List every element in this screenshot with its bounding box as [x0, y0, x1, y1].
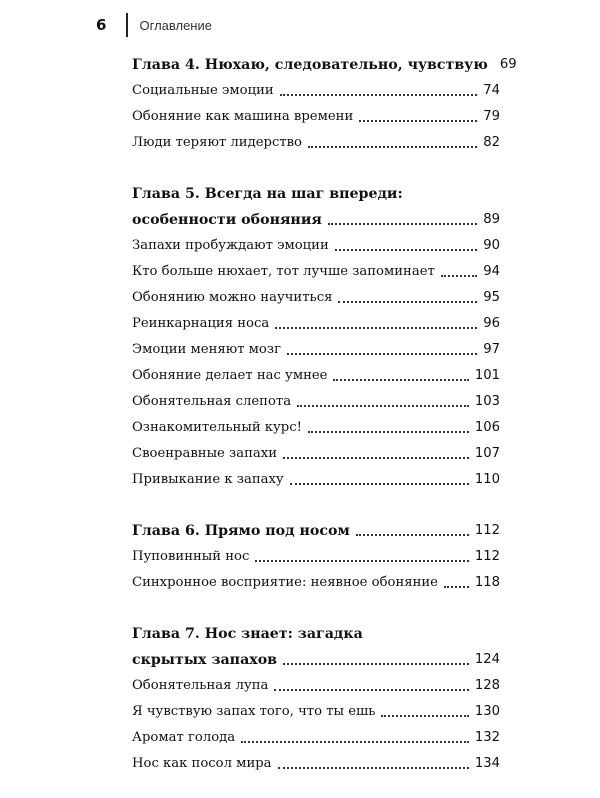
- dot-leader: [335, 249, 477, 251]
- section-title: Реинкарнация носа: [132, 316, 270, 331]
- toc-section-entry[interactable]: [132, 540, 500, 566]
- toc-section-entry[interactable]: [132, 281, 500, 307]
- dot-leader: [278, 767, 469, 769]
- section-title: Привыкание к запаху: [132, 472, 284, 487]
- chapter-page-number: 112: [474, 523, 500, 538]
- section-title: Кто больше нюхает, тот лучше запоминает: [132, 264, 435, 279]
- section-page-number: 128: [474, 678, 500, 693]
- chapter-title: Глава 6. Прямо под носом: [132, 523, 350, 539]
- section-title: Эмоции меняют мозг: [132, 342, 281, 357]
- chapter-page-number: 124: [474, 652, 500, 667]
- section-page-number: 82: [483, 135, 500, 150]
- toc-section-entry[interactable]: [132, 437, 500, 463]
- dot-leader: [255, 560, 468, 562]
- dot-leader: [297, 405, 469, 407]
- toc-section-entry[interactable]: [132, 566, 500, 592]
- toc-section-entry[interactable]: [132, 747, 500, 773]
- toc-section-entry[interactable]: [132, 126, 500, 152]
- dot-leader: [283, 663, 469, 665]
- section-page-number: 79: [483, 109, 500, 124]
- chapter-page-number: 89: [483, 212, 500, 227]
- section-title: Обоняние как машина времени: [132, 109, 354, 124]
- toc-section-entry[interactable]: [132, 463, 500, 489]
- toc-chapter-entry[interactable]: [132, 203, 500, 229]
- dot-leader: [381, 715, 468, 717]
- toc-section-entry[interactable]: [132, 74, 500, 100]
- section-title: Обонятельная лупа: [132, 678, 269, 693]
- dot-leader: [444, 586, 469, 588]
- dot-leader: [275, 327, 477, 329]
- running-head: Оглавление: [139, 17, 212, 33]
- section-page-number: 95: [483, 290, 500, 305]
- section-title: Запахи пробуждают эмоции: [132, 238, 329, 253]
- chapter-block: [132, 514, 500, 592]
- section-title: Нос как посол мира: [132, 756, 272, 771]
- toc-section-entry[interactable]: [132, 229, 500, 255]
- chapter-block: [132, 177, 500, 489]
- section-title: Синхронное восприятие: неявное обоняние: [132, 575, 438, 590]
- toc-section-entry[interactable]: [132, 307, 500, 333]
- toc-section-entry[interactable]: [132, 385, 500, 411]
- section-page-number: 103: [474, 394, 500, 409]
- section-title: Обонятельная слепота: [132, 394, 292, 409]
- chapter-block: [132, 48, 517, 152]
- toc-section-entry[interactable]: [132, 411, 500, 437]
- dot-leader: [308, 431, 469, 433]
- section-page-number: 134: [474, 756, 500, 771]
- chapter-title-line: Глава 5. Всегда на шаг впереди:: [132, 186, 403, 202]
- dot-leader: [287, 353, 477, 355]
- section-title: Пуповинный нос: [132, 549, 250, 564]
- toc-section-entry[interactable]: [132, 333, 500, 359]
- section-page-number: 107: [474, 446, 500, 461]
- section-title: Люди теряют лидерство: [132, 135, 302, 150]
- table-of-contents: [132, 48, 517, 798]
- section-title: Обоняние делает нас умнее: [132, 368, 328, 383]
- section-page-number: 132: [474, 730, 500, 745]
- toc-chapter-entry[interactable]: [132, 48, 517, 74]
- dot-leader: [356, 534, 469, 536]
- section-page-number: 74: [483, 83, 500, 98]
- header-divider: [126, 13, 128, 37]
- section-page-number: 94: [483, 264, 500, 279]
- dot-leader: [280, 94, 478, 96]
- toc-section-entry[interactable]: [132, 359, 500, 385]
- dot-leader: [328, 223, 477, 225]
- dot-leader: [333, 379, 468, 381]
- page-header: [96, 12, 212, 38]
- section-title: Обонянию можно научиться: [132, 290, 333, 305]
- toc-section-entry[interactable]: [132, 721, 500, 747]
- chapter-title: особенности обоняния: [132, 212, 322, 228]
- chapter-page-number: 69: [499, 57, 517, 72]
- toc-chapter-entry[interactable]: [132, 643, 500, 669]
- section-title: Я чувствую запах того, что ты ешь: [132, 704, 376, 719]
- dot-leader: [338, 301, 477, 303]
- section-title: Социальные эмоции: [132, 83, 274, 98]
- section-page-number: 90: [483, 238, 500, 253]
- section-page-number: 112: [474, 549, 500, 564]
- section-page-number: 106: [474, 420, 500, 435]
- dot-leader: [441, 275, 477, 277]
- dot-leader: [359, 120, 477, 122]
- toc-section-entry[interactable]: [132, 695, 500, 721]
- toc-section-entry[interactable]: [132, 669, 500, 695]
- toc-section-entry[interactable]: [132, 255, 500, 281]
- dot-leader: [308, 146, 477, 148]
- toc-section-entry[interactable]: [132, 100, 500, 126]
- section-title: Своенравные запахи: [132, 446, 277, 461]
- section-page-number: 118: [474, 575, 500, 590]
- dot-leader: [290, 483, 469, 485]
- dot-leader: [274, 689, 468, 691]
- section-page-number: 96: [483, 316, 500, 331]
- section-page-number: 110: [474, 472, 500, 487]
- section-title: Ознакомительный курс!: [132, 420, 302, 435]
- section-title: Аромат голода: [132, 730, 236, 745]
- section-page-number: 101: [474, 368, 500, 383]
- chapter-title: Глава 4. Нюхаю, следовательно, чувствую: [132, 57, 488, 73]
- section-page-number: 130: [474, 704, 500, 719]
- dot-leader: [283, 457, 469, 459]
- chapter-title-line: Глава 7. Нос знает: загадка: [132, 626, 363, 642]
- dot-leader: [241, 741, 469, 743]
- chapter-title: скрытых запахов: [132, 652, 278, 668]
- toc-chapter-entry[interactable]: [132, 514, 500, 540]
- page-number: 6: [96, 16, 107, 34]
- section-page-number: 97: [483, 342, 500, 357]
